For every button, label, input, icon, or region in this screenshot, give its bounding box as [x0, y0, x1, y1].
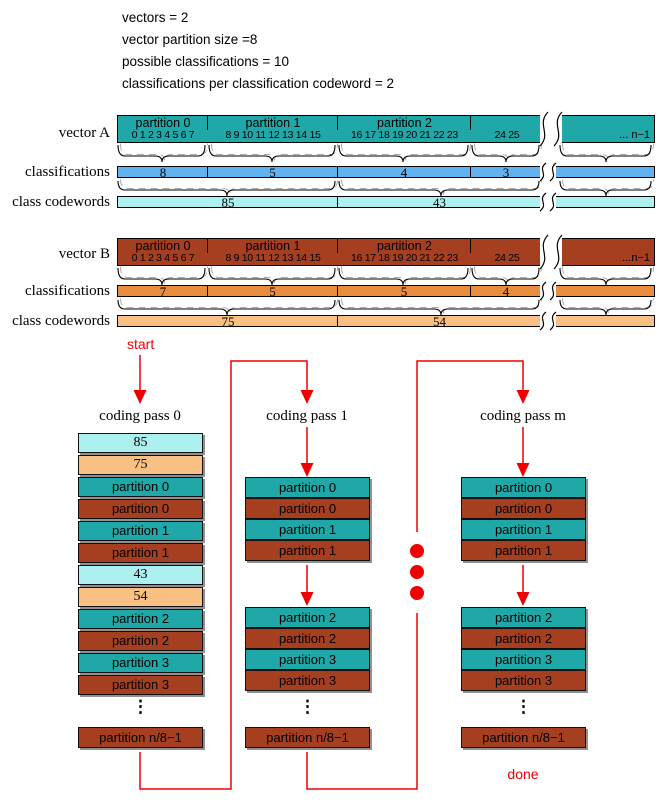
vector-a-label: vector A [58, 125, 110, 141]
flow-box-partition: partition 2 [245, 607, 370, 628]
classifications-a-bar [117, 166, 655, 178]
done-label: done [507, 766, 539, 782]
coding-pass-m-title: coding pass m [480, 408, 566, 424]
codewords-b-bar [117, 315, 655, 327]
underbrace-sketch [563, 180, 654, 195]
flow-box-partition: partition 0 [245, 498, 370, 519]
vector-b-label: vector B [58, 246, 110, 262]
underbrace-sketch [121, 299, 338, 314]
flow-box-codeword: 85 [78, 433, 203, 453]
flow-box-partition: partition 0 [78, 477, 203, 497]
flow-box-partition: partition 3 [461, 649, 586, 670]
classifications-b-label: classifications [25, 283, 110, 299]
partition-label: partition 2 [377, 239, 432, 253]
classification-value: 5 [269, 165, 276, 180]
classification-value: 4 [400, 165, 408, 180]
underbrace-sketch [121, 180, 338, 195]
partition-divider [470, 239, 471, 253]
underbrace [339, 181, 539, 196]
flow-box-codeword: 75 [78, 455, 203, 475]
underbrace-sketch [121, 267, 208, 284]
flow-box-partition: partition 3 [78, 653, 203, 673]
partition-label: partition 0 [135, 116, 191, 130]
underbrace-sketch [475, 144, 542, 161]
partition-label: partition 1 [245, 116, 301, 130]
flow-box-partition: partition 2 [78, 609, 203, 629]
underbrace-sketch [563, 299, 654, 314]
flow-box-partition: partition 3 [245, 670, 370, 691]
underbrace [118, 300, 335, 315]
flow-box-partition: partition 1 [461, 519, 586, 540]
underbrace [472, 145, 539, 162]
flow-box-tail-partition: partition n/8−1 [461, 727, 586, 748]
underbrace-sketch [212, 267, 338, 284]
codeword-value: 85 [221, 195, 235, 210]
partition-divider [207, 116, 208, 130]
arrowhead-icon [301, 463, 314, 477]
index-group: 8 9 10 11 12 13 14 15 [225, 252, 321, 264]
partition-divider [337, 116, 338, 130]
coding-pass-0-column [78, 433, 203, 753]
underbrace [339, 268, 468, 285]
flow-box-partition: partition 1 [78, 543, 203, 563]
underbrace-sketch [342, 267, 471, 284]
underbrace [209, 145, 335, 162]
underbrace [118, 145, 205, 162]
underbrace-sketch [342, 144, 471, 161]
classification-value: 4 [502, 284, 510, 299]
coding-pass-0-title: coding pass 0 [99, 408, 181, 424]
underbrace-sketch [121, 144, 208, 161]
underbrace-sketch [342, 299, 542, 314]
flow-box-partition: partition 1 [461, 540, 586, 561]
vector-a-bar [117, 115, 655, 143]
param-line-partition-size: vector partition size =8 [122, 32, 258, 47]
more-passes-dot-icon [410, 565, 424, 579]
codeword-value: 54 [433, 314, 446, 329]
index-group: 24 25 [494, 252, 520, 264]
flow-box-tail-partition: partition n/8−1 [245, 727, 370, 748]
more-passes-dot-icon [410, 544, 424, 558]
index-group: 16 17 18 19 20 21 22 23 [351, 252, 458, 264]
partition-label: partition 0 [135, 239, 191, 253]
flow-box-partition: partition 0 [461, 498, 586, 519]
codeword-value: 43 [433, 195, 446, 210]
underbrace [339, 145, 468, 162]
flow-box-partition: partition 3 [78, 675, 203, 695]
index-group: 24 25 [494, 129, 520, 141]
flow-box-partition: partition 3 [245, 649, 370, 670]
flow-box-codeword: 43 [78, 565, 203, 585]
flow-box-partition: partition 0 [461, 477, 586, 498]
arrowhead-icon [517, 463, 530, 477]
codewords-b-label: class codewords [12, 313, 110, 329]
flow-box-partition: partition 1 [78, 521, 203, 541]
partition-label: partition 2 [377, 116, 432, 130]
underbrace [118, 268, 205, 285]
arrowhead-icon [134, 390, 147, 404]
underbrace [118, 181, 335, 196]
underbrace [560, 268, 651, 285]
underbrace [472, 268, 539, 285]
vertical-ellipsis-icon: ⋮ [132, 697, 149, 716]
partition-label: partition 1 [245, 239, 301, 253]
vector-tail-label: ... n−1 [619, 129, 650, 141]
underbrace-sketch [563, 267, 654, 284]
start-label: start [127, 336, 155, 352]
classifications-b-bar [117, 285, 655, 297]
classification-value: 5 [400, 284, 408, 299]
param-line-codeword: classifications per classification codeword = 2 [122, 76, 395, 91]
flow-box-partition: partition 2 [78, 631, 203, 651]
underbrace [560, 300, 651, 315]
classification-value: 7 [159, 284, 167, 299]
codewords-a-bar [117, 196, 655, 208]
flow-box-partition: partition 1 [245, 540, 370, 561]
coding-pass-m-column [461, 477, 586, 757]
classifications-a-label: classifications [25, 164, 110, 180]
underbrace [560, 181, 651, 196]
arrowhead-icon [517, 390, 530, 404]
codeword-value: 75 [221, 314, 235, 329]
classification-value: 8 [159, 165, 167, 180]
underbrace-sketch [475, 267, 542, 284]
flow-box-partition: partition 2 [461, 628, 586, 649]
vertical-ellipsis-icon: ⋮ [299, 697, 316, 716]
partition-divider [337, 239, 338, 253]
classification-value: 3 [502, 165, 510, 180]
underbrace-sketch [342, 180, 542, 195]
flow-box-partition: partition 3 [461, 670, 586, 691]
flow-box-partition: partition 2 [461, 607, 586, 628]
coding-pass-1-column [245, 477, 370, 757]
index-group: 16 17 18 19 20 21 22 23 [351, 129, 458, 141]
underbrace [209, 268, 335, 285]
coding-pass-1-title: coding pass 1 [266, 408, 348, 424]
param-line-classifications: possible classifications = 10 [122, 54, 289, 69]
partition-divider [207, 239, 208, 253]
param-line-vectors: vectors = 2 [122, 10, 189, 25]
underbrace [560, 145, 651, 162]
partition-divider [470, 116, 471, 130]
flow-box-partition: partition 0 [245, 477, 370, 498]
underbrace-sketch [212, 144, 338, 161]
flow-box-partition: partition 2 [245, 628, 370, 649]
flow-box-codeword: 54 [78, 587, 203, 607]
arrowhead-icon [301, 390, 314, 404]
more-passes-dot-icon [410, 586, 424, 600]
index-group: 0 1 2 3 4 5 6 7 [131, 129, 195, 141]
underbrace [339, 300, 539, 315]
underbrace-sketch [563, 144, 654, 161]
vector-b-bar [117, 238, 655, 266]
flow-box-partition: partition 0 [78, 499, 203, 519]
index-group: 8 9 10 11 12 13 14 15 [225, 129, 321, 141]
vertical-ellipsis-icon: ⋮ [515, 697, 532, 716]
flow-box-partition: partition 1 [245, 519, 370, 540]
index-group: 0 1 2 3 4 5 6 7 [131, 252, 195, 264]
flow-box-tail-partition: partition n/8−1 [78, 727, 203, 748]
vector-tail-label: ...n−1 [622, 252, 650, 264]
codewords-a-label: class codewords [12, 194, 110, 210]
classification-value: 5 [269, 284, 276, 299]
